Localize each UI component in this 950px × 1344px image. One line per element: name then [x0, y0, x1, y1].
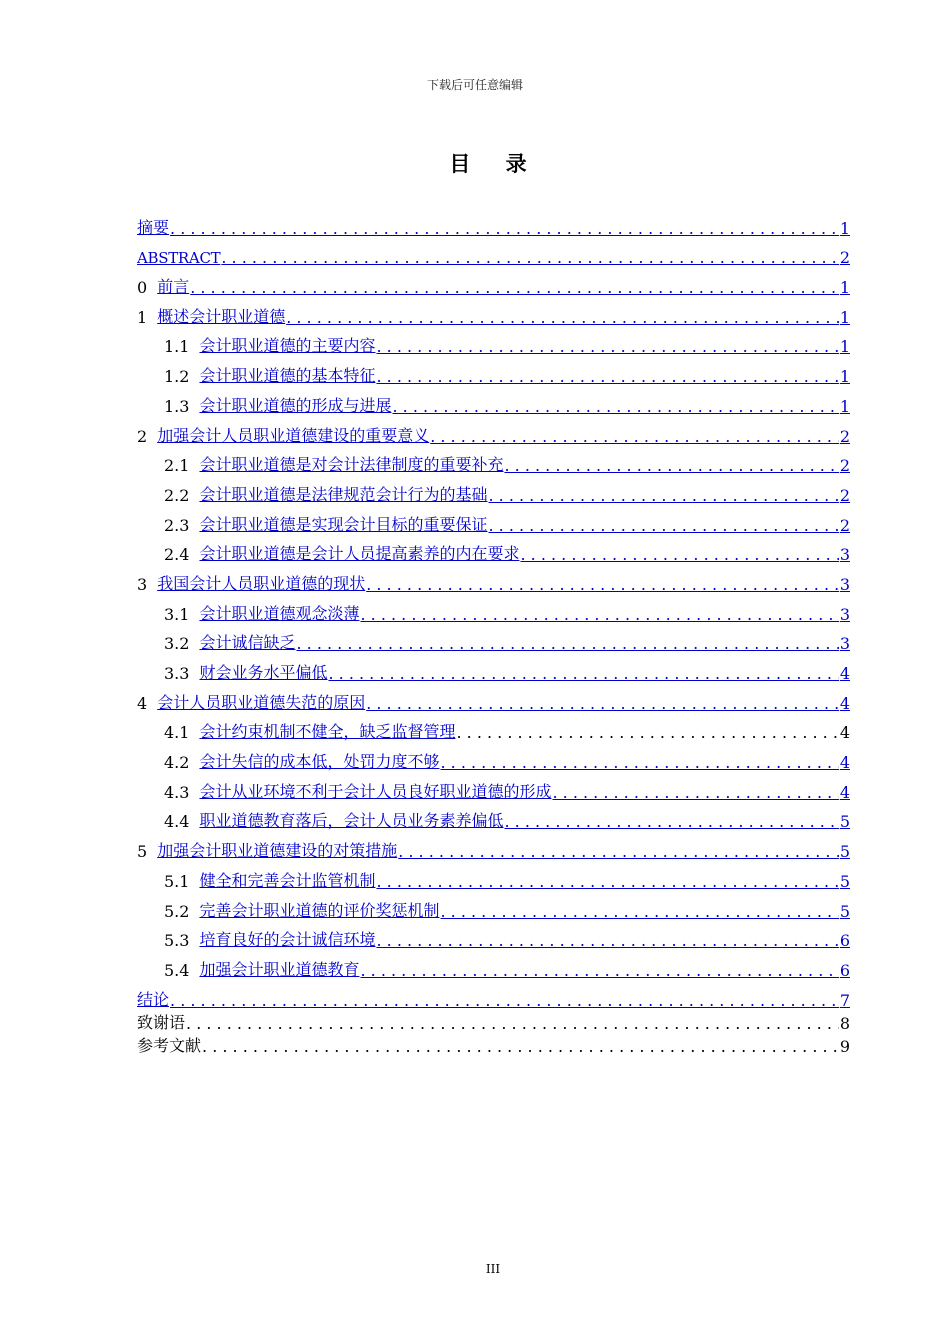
toc-entry-link[interactable]: 会计失信的成本低，处罚力度不够 [199, 752, 440, 772]
toc-entry-link[interactable]: ABSTRACT [137, 249, 221, 268]
toc-entry-link[interactable]: 加强会计职业道德建设的对策措施 [157, 841, 398, 861]
toc-entry-page[interactable]: 5 [839, 871, 850, 891]
toc-entry-link[interactable]: 概述会计职业道德 [157, 306, 286, 326]
toc-entry-page[interactable]: 2 [839, 456, 850, 476]
toc-entry-page[interactable]: 5 [839, 901, 850, 921]
toc-entry-number: 3.2 [164, 634, 190, 654]
dot-leader [366, 694, 839, 713]
dot-leader [520, 545, 838, 564]
toc-entry-link[interactable]: 我国会计人员职业道德的现状 [157, 573, 366, 593]
dot-leader [376, 931, 838, 950]
toc-entry-page[interactable]: 4 [839, 664, 850, 683]
toc-entry-page[interactable]: 1 [839, 307, 850, 327]
toc-entry-link[interactable]: 加强会计职业道德教育 [199, 959, 360, 979]
toc-entry[interactable] [137, 653, 850, 683]
toc-entry-link[interactable]: 会计职业道德是法律规范会计行为的基础 [199, 484, 488, 504]
toc-entry-page[interactable]: 4 [839, 693, 850, 713]
toc-entry-page[interactable]: 7 [839, 990, 850, 1010]
toc-entry-page[interactable]: 6 [839, 931, 850, 951]
toc-entry[interactable] [137, 594, 850, 624]
toc-entry-page[interactable]: 2 [839, 485, 850, 505]
dot-leader [488, 516, 838, 535]
toc-entry-page[interactable]: 5 [839, 842, 850, 862]
toc-entry-page: 8 [839, 1013, 850, 1033]
dot-leader [286, 308, 839, 327]
toc-entry-page[interactable]: 2 [839, 248, 850, 268]
dot-leader [296, 634, 838, 653]
dot-leader [552, 783, 838, 802]
toc-entry[interactable] [137, 980, 850, 1010]
toc-entry-number: 1.2 [164, 367, 190, 387]
page-title: 目 录 [449, 151, 541, 176]
toc-entry[interactable] [137, 535, 850, 565]
dot-leader [456, 723, 838, 742]
toc-entry-link[interactable]: 财会业务水平偏低 [199, 663, 328, 682]
toc-entry-page[interactable]: 5 [839, 812, 850, 832]
toc-entry-number: 2.2 [164, 485, 190, 505]
dot-leader [366, 575, 839, 594]
toc-entry-page[interactable]: 3 [839, 574, 850, 594]
dot-leader [504, 456, 838, 475]
toc-entry-number: 1 [137, 307, 148, 327]
toc-entry-page: 4 [839, 723, 850, 743]
dot-leader [170, 991, 839, 1010]
toc-entry-link[interactable]: 会计从业环境不利于会计人员良好职业道德的形成 [199, 781, 552, 801]
toc-entry-link[interactable]: 结论 [137, 989, 170, 1009]
toc-entry-number: 3 [137, 574, 148, 594]
toc-entry-number: 4.3 [164, 782, 190, 802]
toc-entry[interactable] [137, 475, 850, 505]
toc-entry-page[interactable]: 3 [839, 634, 850, 654]
toc-entry-link: 参考文献 [137, 1035, 202, 1055]
toc-entry-page: 9 [839, 1036, 850, 1056]
toc-entry[interactable] [137, 297, 850, 327]
toc-entry-link[interactable]: 摘要 [137, 217, 170, 237]
toc-entry[interactable] [137, 950, 850, 980]
toc-entry-number: 2.4 [164, 545, 190, 565]
toc-entry-number: 1.3 [164, 396, 190, 416]
dot-leader [170, 219, 839, 238]
toc-entry-link[interactable]: 健全和完善会计监管机制 [199, 870, 376, 890]
toc-entry[interactable] [137, 861, 850, 891]
toc-entry-number: 5.3 [164, 931, 190, 951]
toc-entry[interactable] [137, 356, 850, 386]
toc-entry [137, 1010, 850, 1033]
toc-entry-number: 5.1 [164, 871, 190, 891]
toc-entry[interactable] [137, 831, 850, 861]
toc-entry[interactable] [137, 416, 850, 446]
dot-leader [376, 337, 838, 356]
dot-leader [504, 812, 838, 831]
toc-entry[interactable] [137, 505, 850, 535]
page-number: III [485, 1262, 501, 1276]
dot-leader [360, 961, 838, 980]
toc-entry-link[interactable]: 前言 [157, 277, 190, 297]
toc-entry-page[interactable]: 1 [839, 278, 850, 298]
dot-leader [488, 486, 838, 505]
dot-leader [186, 1014, 839, 1033]
toc-entry[interactable] [137, 891, 850, 921]
toc-entry-number: 2.3 [164, 515, 190, 535]
toc-entry-number: 2.1 [164, 456, 190, 476]
toc-entry[interactable] [137, 713, 850, 743]
toc-entry[interactable] [137, 772, 850, 802]
toc-entry-link[interactable]: 培育良好的会计诚信环境 [199, 930, 376, 950]
toc-entry-page[interactable]: 1 [839, 396, 850, 416]
page-header: 下载后可任意编辑 [426, 78, 523, 92]
toc-entry[interactable] [137, 802, 850, 832]
toc-entry-number: 4.2 [164, 753, 190, 773]
table-of-contents [137, 208, 850, 1056]
toc-entry[interactable] [137, 446, 850, 476]
dot-leader [376, 367, 838, 386]
toc-entry-number: 5 [137, 842, 148, 862]
toc-entry-link[interactable]: 加强会计人员职业道德建设的重要意义 [157, 425, 430, 445]
toc-entry-link[interactable]: 会计职业道德的形成与进展 [199, 395, 392, 415]
toc-entry-page[interactable]: 1 [839, 337, 850, 357]
dot-leader [202, 1037, 839, 1056]
toc-entry-number: 4 [137, 693, 148, 713]
dot-leader [392, 397, 838, 416]
dot-leader [376, 872, 838, 891]
toc-entry-number: 1.1 [164, 337, 190, 357]
toc-entry-link[interactable]: 会计职业道德观念淡薄 [199, 603, 360, 623]
toc-entry-link[interactable]: 会计人员职业道德失范的原因 [157, 692, 366, 712]
toc-entry-number: 4.4 [164, 812, 190, 832]
toc-entry-link[interactable]: 完善会计职业道德的评价奖惩机制 [199, 900, 440, 920]
toc-entry-page[interactable]: 2 [839, 426, 850, 446]
toc-entry-page[interactable]: 1 [839, 367, 850, 387]
toc-entry-page[interactable]: 4 [839, 753, 850, 773]
toc-entry-page[interactable]: 2 [839, 515, 850, 535]
toc-entry-link[interactable]: 会计职业道德是对会计法律制度的重要补充 [199, 455, 504, 475]
toc-entry-page[interactable]: 4 [839, 782, 850, 802]
toc-entry[interactable] [137, 742, 850, 772]
toc-entry-link[interactable]: 职业道德教育落后，会计人员业务素养偏低 [199, 811, 504, 831]
toc-entry[interactable] [137, 267, 850, 297]
toc-entry-number: 3.3 [164, 664, 190, 683]
dot-leader [440, 753, 838, 772]
dot-leader [221, 248, 838, 267]
toc-entry-number: 2 [137, 426, 148, 446]
dot-leader [430, 427, 839, 446]
toc-entry-number: 5.2 [164, 901, 190, 921]
toc-entry-link[interactable]: 会计职业道德的主要内容 [199, 336, 376, 356]
toc-entry[interactable] [137, 327, 850, 357]
toc-entry-number: 3.1 [164, 604, 190, 624]
toc-entry-page[interactable]: 1 [839, 218, 850, 238]
toc-entry-number: 4.1 [164, 723, 190, 743]
toc-entry-link[interactable]: 会计职业道德是实现会计目标的重要保证 [199, 514, 488, 534]
dot-leader [360, 605, 838, 624]
toc-entry[interactable] [137, 238, 850, 268]
toc-entry-number: 0 [137, 278, 148, 298]
toc-entry-link[interactable]: 会计职业道德的基本特征 [199, 366, 376, 386]
toc-entry-number: 5.4 [164, 960, 190, 980]
toc-entry-page[interactable]: 3 [839, 604, 850, 624]
toc-entry[interactable] [137, 921, 850, 951]
toc-entry-link[interactable]: 会计约束机制不健全，缺乏监督管理 [199, 722, 456, 742]
dot-leader [398, 842, 839, 861]
toc-entry[interactable] [137, 386, 850, 416]
toc-entry[interactable] [137, 564, 850, 594]
toc-entry[interactable] [137, 208, 850, 238]
toc-entry-link[interactable]: 会计诚信缺乏 [199, 633, 296, 653]
dot-leader [190, 278, 839, 297]
dot-leader [440, 902, 838, 921]
toc-entry-page[interactable]: 6 [839, 960, 850, 980]
toc-entry[interactable] [137, 683, 850, 713]
toc-entry-link[interactable]: 会计职业道德是会计人员提高素养的内在要求 [199, 544, 520, 564]
toc-entry[interactable] [137, 624, 850, 654]
toc-entry [137, 1033, 850, 1056]
toc-entry-link: 致谢语 [137, 1012, 186, 1032]
toc-entry-page[interactable]: 3 [839, 545, 850, 565]
dot-leader [328, 664, 838, 683]
